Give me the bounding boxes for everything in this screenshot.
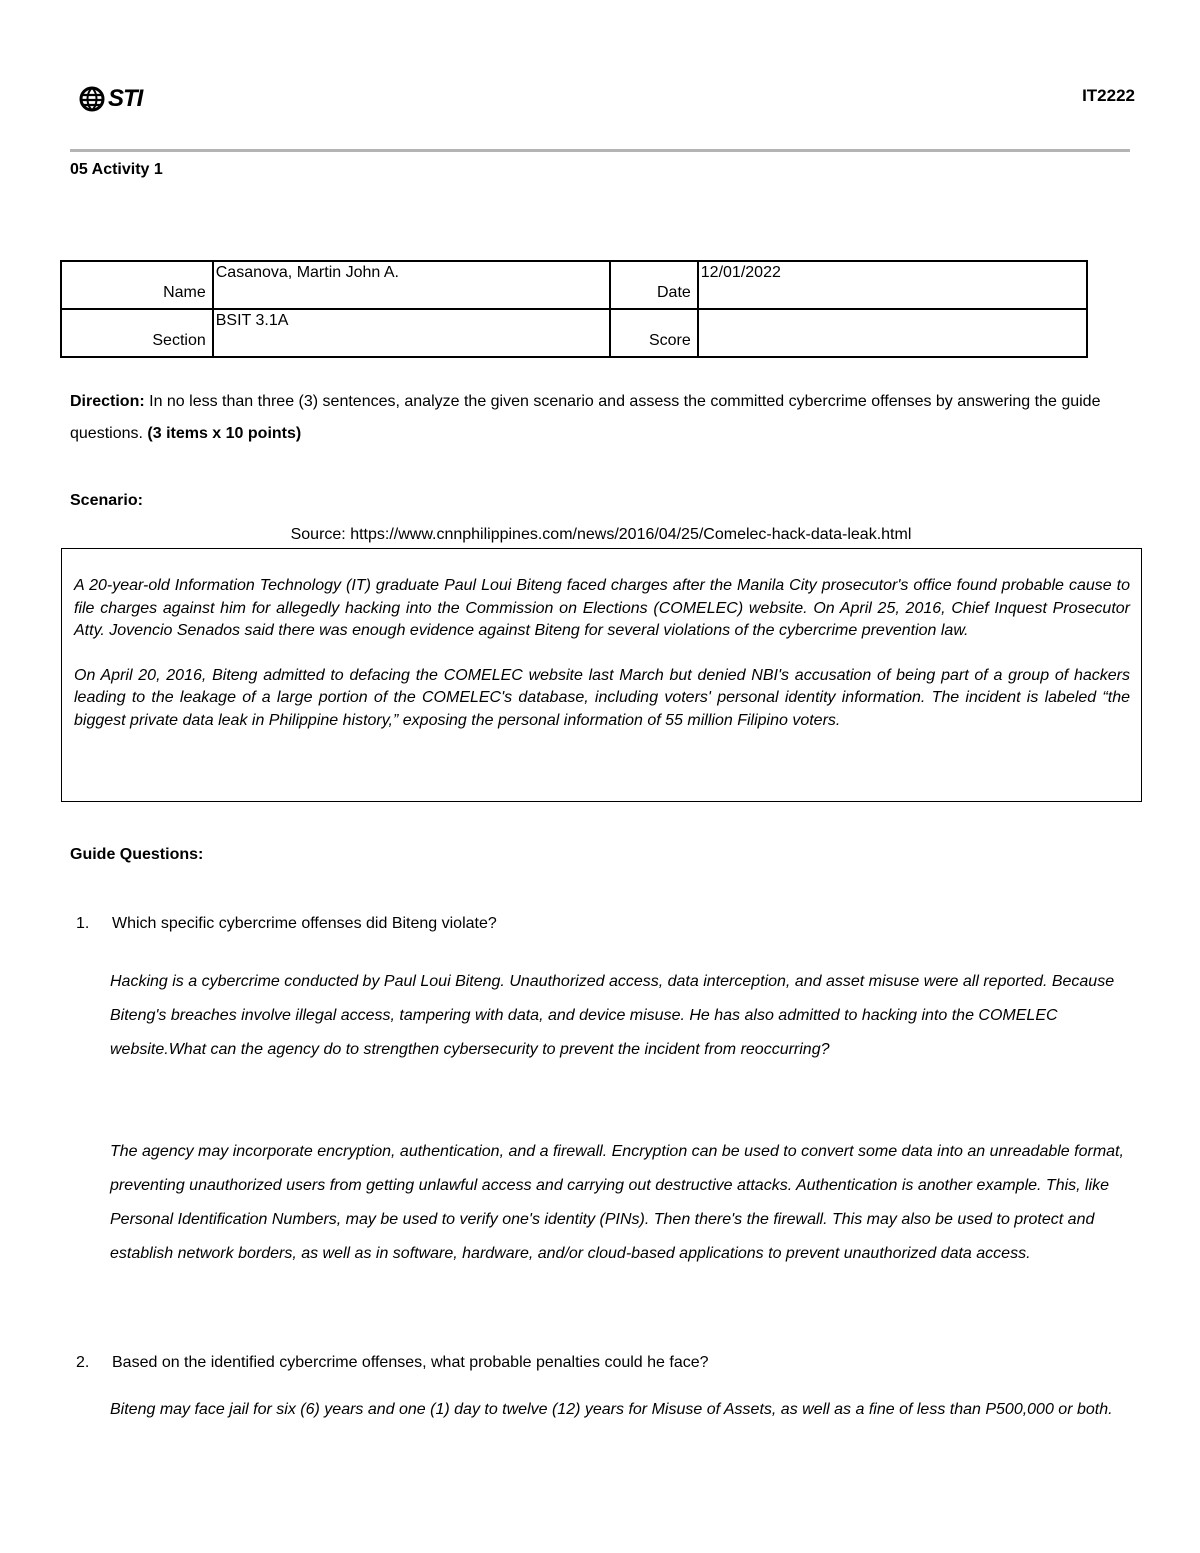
score-field[interactable] — [698, 309, 1087, 357]
answer-2: Biteng may face jail for six (6) years and one (1) day to twelve (12) years for Misuse of Assets, as well as a fine of less than P500,000 or both. — [110, 1401, 1113, 1418]
question-1-text: Which specific cybercrime offenses did Biteng violate? — [112, 915, 497, 932]
scenario-paragraph-1: A 20-year-old Information Technology (IT) graduate Paul Loui Biteng faced charges after the Manila City prosecutor's office found probable cause to file charges against him for allegedly hacking into the Commission on Elections (COMELEC) website. On April 25, 2016, Chief Inquest Prosecutor Atty. Jovencio Senados said there was enough evidence against Biteng for several violations of the cybercrime prevention law. — [74, 577, 1130, 639]
scenario-source: Source: https://www.cnnphilippines.com/news/2016/04/25/Comelec-hack-data-leak.html — [290, 526, 912, 543]
score-label: Score — [610, 309, 698, 357]
scenario-paragraph-2: On April 20, 2016, Biteng admitted to defacing the COMELEC website last March but denied NBI's accusation of being part of a group of hackers leading to the leakage of a large portion of the COMELEC's database, including voters' personal identity information. The incident is labeled “the biggest private data leak in Philippine history,” exposing the personal information of 55 million Filipino voters. — [74, 666, 1130, 729]
name-field[interactable]: Casanova, Martin John A. — [213, 261, 610, 309]
globe-icon — [78, 85, 106, 113]
sti-logo — [78, 84, 142, 114]
answer-1: Hacking is a cybercrime conducted by Paul Loui Biteng. Unauthorized access, data interception, and asset misuse were all reported. Because Biteng's breaches involve illegal access, tampering with data, and device misuse. He has also admitted to hacking into the COMELEC website.What can the agency do to strengthen cybersecurity to prevent the incident from reoccurring? — [110, 973, 1115, 1058]
guide-questions-label: Guide Questions: — [70, 846, 204, 863]
question-1 — [76, 915, 497, 933]
direction-points: (3 items x 10 points) — [147, 425, 302, 442]
question-2 — [76, 1354, 709, 1372]
direction-paragraph — [70, 386, 1130, 450]
date-field[interactable]: 12/01/2022 — [698, 261, 1087, 309]
answer-1b: The agency may incorporate encryption, authentication, and a firewall. Encryption can be used to convert some data into an unreadable format, preventing unauthorized users from getting unlawful access and carrying out destructive attacks. Authentication is another example. This, like Personal Identification Numbers, may be used to verify one's identity (PINs). Then there's the firewall. This may also be used to protect and establish network borders, as well as in software, hardware, and/or cloud-based applications to prevent unauthorized data access. — [110, 1143, 1124, 1262]
question-2-text: Based on the identified cybercrime offenses, what probable penalties could he face? — [112, 1354, 709, 1371]
question-2-number: 2. — [76, 1354, 90, 1371]
direction-text: In no less than three (3) sentences, analyze the given scenario and assess the committed cybercrime offenses by answering the guide questions. — [70, 393, 1101, 442]
direction-label: Direction: — [70, 393, 145, 410]
header-divider — [70, 149, 1130, 152]
scenario-label: Scenario: — [70, 492, 143, 509]
scenario-box — [61, 548, 1142, 802]
name-label: Name — [61, 261, 213, 309]
student-info-table — [60, 260, 1088, 358]
date-label: Date — [610, 261, 698, 309]
activity-title: 05 Activity 1 — [70, 161, 163, 178]
section-label: Section — [61, 309, 213, 357]
section-field[interactable]: BSIT 3.1A — [213, 309, 610, 357]
question-1-number: 1. — [76, 915, 90, 932]
logo-text: STI — [108, 85, 143, 112]
course-code: IT2222 — [1082, 86, 1135, 105]
